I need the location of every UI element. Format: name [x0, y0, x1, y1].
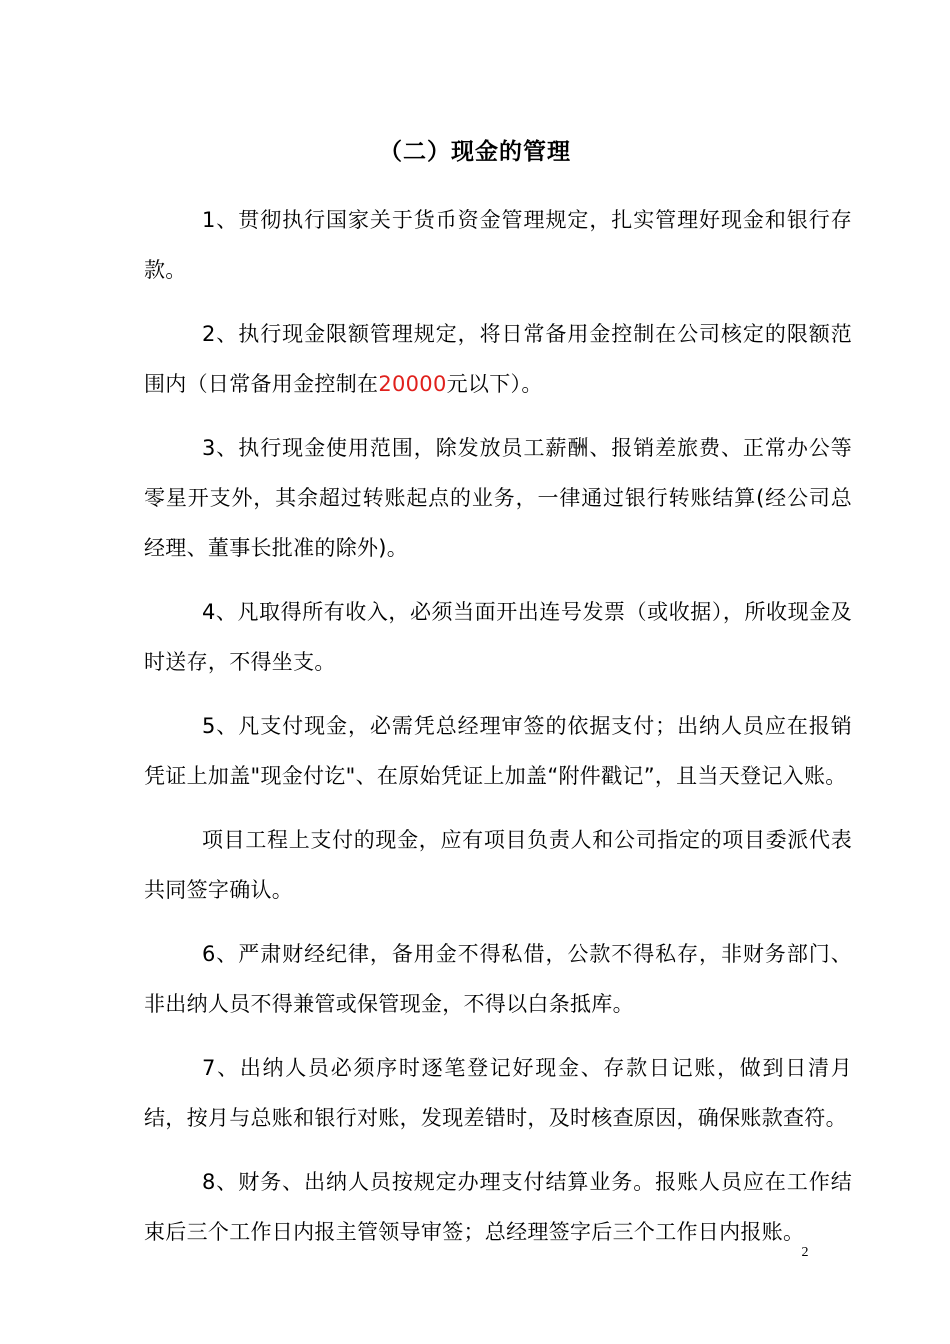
page-number: 2 [801, 1245, 809, 1260]
paragraph-2 [144, 309, 852, 409]
paragraph-2-tail: 元以下）。 [446, 372, 543, 396]
document-body [144, 195, 852, 1271]
paragraph-8: 8、财务、出纳人员按规定办理支付结算业务。报账人员应在工作结束后三个工作日内报主管领导审签；总经理签字后三个工作日内报账。 [144, 1170, 852, 1244]
paragraph-project-cash: 项目工程上支付的现金，应有项目负责人和公司指定的项目委派代表共同签字确认。 [144, 828, 852, 902]
paragraph-5: 5、凡支付现金，必需凭总经理审签的依据支付；出纳人员应在报销凭证上加盖"现金付讫"、在原始凭证上加盖“附件戳记”，且当天登记入账。 [144, 714, 852, 788]
paragraph-1: 1、贯彻执行国家关于货币资金管理规定，扎实管理好现金和银行存款。 [144, 208, 852, 282]
paragraph-2-text: 2、执行现金限额管理规定，将日常备用金控制在公司核定的限额范围内（日常备用金控制在 [144, 322, 852, 396]
paragraph-7: 7、出纳人员必须序时逐笔登记好现金、存款日记账，做到日清月结，按月与总账和银行对账，发现差错时，及时核查原因，确保账款查符。 [144, 1056, 852, 1130]
cash-limit-amount: 20000 [378, 372, 447, 396]
paragraph-3: 3、执行现金使用范围，除发放员工薪酬、报销差旅费、正常办公等零星开支外，其余超过转账起点的业务，一律通过银行转账结算(经公司总经理、董事长批准的除外)。 [144, 436, 852, 560]
paragraph-4: 4、凡取得所有收入，必须当面开出连号发票（或收据），所收现金及时送存，不得坐支。 [144, 600, 852, 674]
section-title: （二）现金的管理 [379, 139, 571, 165]
paragraph-6: 6、严肃财经纪律，备用金不得私借，公款不得私存，非财务部门、非出纳人员不得兼管或保管现金，不得以白条抵库。 [144, 942, 852, 1016]
